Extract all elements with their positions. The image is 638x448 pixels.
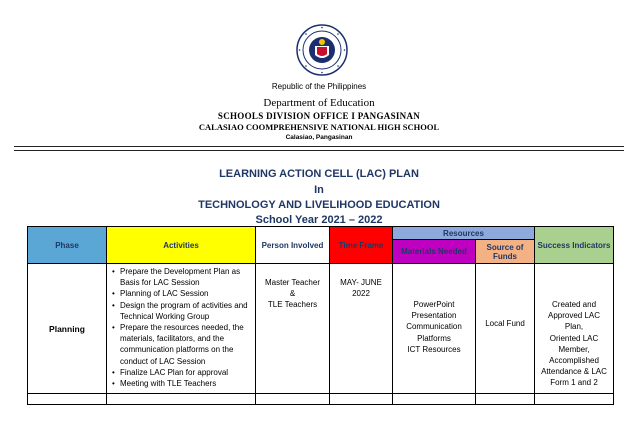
timeframe-line: MAY- JUNE bbox=[340, 278, 382, 287]
header-resources: Resources bbox=[393, 227, 535, 240]
activity-item: • Design the program of activities and Technical Working Group bbox=[111, 300, 253, 322]
success-line: Plan, bbox=[564, 322, 584, 332]
material-line: Communication bbox=[406, 322, 462, 332]
material-line: PowerPoint bbox=[413, 300, 455, 309]
activities-cell bbox=[107, 264, 256, 394]
school-year: School Year 2021 – 2022 bbox=[255, 214, 383, 226]
lac-plan-table bbox=[27, 226, 614, 405]
header-source-of-funds: Source of Funds bbox=[476, 240, 535, 264]
header-success-indicators: Success Indicators bbox=[535, 227, 614, 264]
division-label: SCHOOLS DIVISION OFFICE I PANGASINAN bbox=[217, 111, 421, 121]
header-materials-needed: Materials Needed bbox=[393, 240, 476, 264]
phase-cell: Planning bbox=[28, 264, 107, 394]
activities-list bbox=[107, 264, 255, 389]
plan-title: LEARNING ACTION CELL (LAC) PLAN bbox=[219, 168, 419, 180]
material-line: Presentation bbox=[411, 311, 457, 321]
success-line: Form 1 and 2 bbox=[550, 378, 598, 388]
header-activities: Activities bbox=[107, 227, 256, 264]
activity-item: • Meeting with TLE Teachers bbox=[111, 378, 253, 389]
person-cell bbox=[256, 264, 330, 394]
person-line: Master Teacher bbox=[265, 278, 320, 287]
plan-subject: TECHNOLOGY AND LIVELIHOOD EDUCATION bbox=[198, 199, 440, 211]
person-line: & bbox=[289, 289, 296, 299]
success-line: Approved LAC bbox=[548, 311, 601, 321]
republic-label: Republic of the Philippines bbox=[271, 82, 367, 91]
timeframe-cell bbox=[330, 264, 393, 394]
person-line: TLE Teachers bbox=[267, 300, 318, 310]
header-divider-thin bbox=[14, 150, 624, 151]
department-label: Department of Education bbox=[263, 97, 375, 109]
plan-title-in: In bbox=[314, 184, 324, 196]
header-phase: Phase bbox=[28, 227, 107, 264]
materials-cell bbox=[393, 264, 476, 394]
activity-item: • Finalize LAC Plan for approval bbox=[111, 367, 253, 378]
header-person-involved: Person Involved bbox=[256, 227, 330, 264]
success-line: Member, bbox=[558, 344, 590, 354]
timeframe-line: 2022 bbox=[352, 289, 370, 299]
school-name: CALASIAO COOMPREHENSIVE NATIONAL HIGH SCHOOL bbox=[198, 122, 440, 132]
success-line: Created and bbox=[552, 300, 597, 309]
activity-item: • Planning of LAC Session bbox=[111, 288, 253, 299]
success-line: Oriented LAC bbox=[549, 333, 599, 343]
activity-item: • Prepare the resources needed, the materials, facilitators, and the communication platforms on the conduct of LAC Session bbox=[111, 322, 253, 367]
success-cell bbox=[535, 264, 614, 394]
success-line: Accomplished bbox=[549, 356, 599, 366]
material-line: Platforms bbox=[417, 333, 451, 343]
funds-cell bbox=[476, 264, 535, 394]
locality-label: Calasiao, Pangasinan bbox=[285, 134, 353, 141]
header-time-frame: Time Frame bbox=[330, 227, 393, 264]
material-line: ICT Resources bbox=[407, 344, 461, 354]
activity-item: • Prepare the Development Plan as Basis for LAC Session bbox=[111, 266, 253, 288]
header-divider-thick bbox=[14, 146, 624, 147]
deped-seal-logo bbox=[296, 24, 348, 76]
funds-value: Local Fund bbox=[485, 318, 525, 328]
empty-row bbox=[28, 394, 614, 405]
success-line: Attendance & LAC bbox=[541, 367, 607, 377]
